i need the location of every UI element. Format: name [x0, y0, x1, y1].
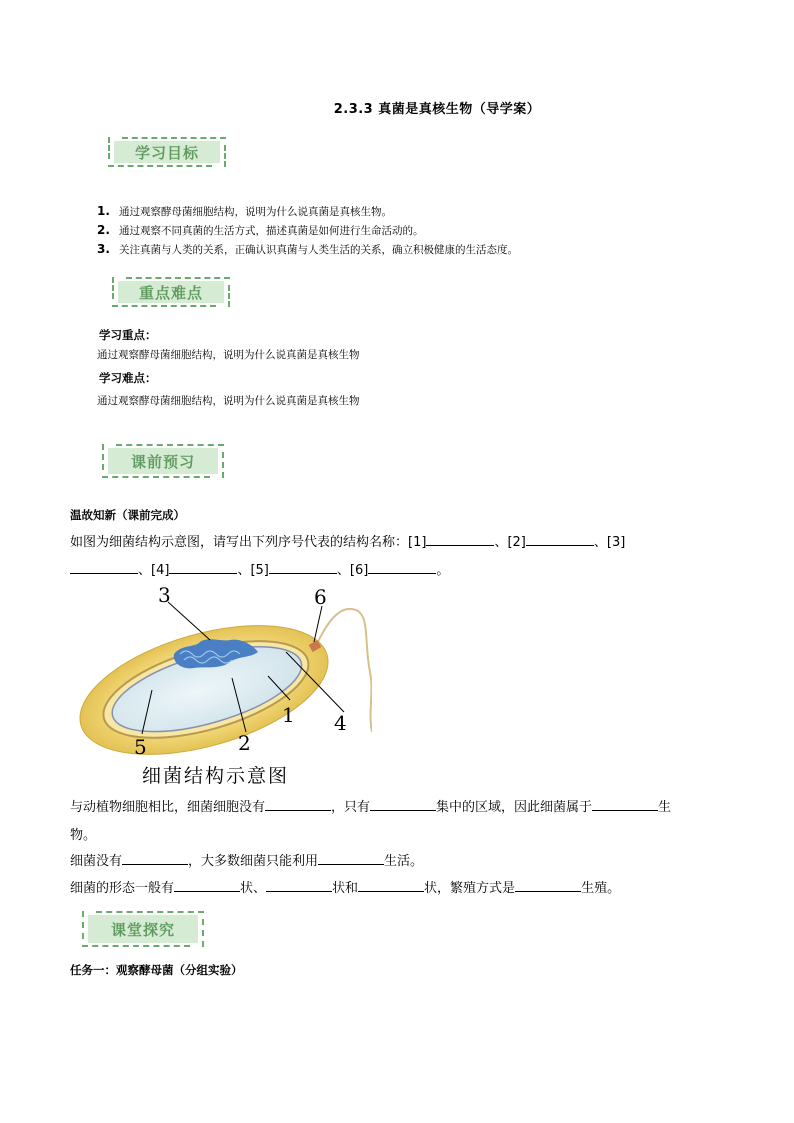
label-5: 5: [134, 735, 147, 759]
difficulty-text: 通过观察酵母菌细胞结构，说明为什么说真菌是真核生物: [97, 395, 360, 407]
question-4: 细菌的形态一般有 状、 状和 状，繁殖方式是 生殖。: [70, 875, 730, 903]
section-title-keypoints: 重点难点: [138, 284, 203, 302]
focus-label: 学习重点：: [99, 328, 157, 342]
label-3: 3: [158, 583, 171, 607]
page-title: 2.3.3 真菌是真核生物（导学案）: [333, 102, 541, 117]
section-title-goals: 学习目标: [134, 144, 199, 162]
section-badge-goals: [108, 137, 226, 167]
goal-item: 1. 通过观察酵母菌细胞结构，说明为什么说真菌是真核生物。: [97, 204, 392, 218]
goals-list: [97, 202, 747, 259]
label-2: 2: [238, 731, 251, 755]
question-3: 细菌没有 ，大多数细菌只能利用 生活。: [70, 848, 730, 876]
question-1: 如图为细菌结构示意图，请写出下列序号代表的结构名称：[1] 、[2] 、[3] 、[4] 、[5] 、[6] 。: [70, 529, 730, 585]
section-title-preview: 课前预习: [130, 453, 195, 471]
figure-caption: 细菌结构示意图: [142, 765, 290, 787]
section-badge-keypoints: [112, 277, 230, 307]
section-badge-preview: [102, 444, 224, 478]
question-2: 与动植物细胞相比，细菌细胞没有 ，只有 集中的区域，因此细菌属于 生 物。: [70, 794, 730, 850]
preview-heading: 温故知新（课前完成）: [70, 508, 185, 522]
goal-item: 3. 关注真菌与人类的关系，正确认识真菌与人类生活的关系，确立积极健康的生活态度。: [97, 242, 518, 256]
label-6: 6: [314, 585, 327, 609]
bacterium-diagram: [72, 582, 372, 792]
goal-item: 2. 通过观察不同真菌的生活方式，描述真菌是如何进行生命活动的。: [97, 223, 424, 237]
label-1: 1: [282, 703, 295, 727]
section-title-explore: 课堂探究: [110, 921, 175, 939]
focus-text: 通过观察酵母菌细胞结构，说明为什么说真菌是真核生物: [97, 349, 360, 361]
difficulty-label: 学习难点：: [99, 371, 157, 385]
section-badge-explore: [82, 911, 204, 947]
task-1-heading: 任务一：观察酵母菌（分组实验）: [70, 963, 243, 977]
label-4: 4: [334, 711, 347, 735]
